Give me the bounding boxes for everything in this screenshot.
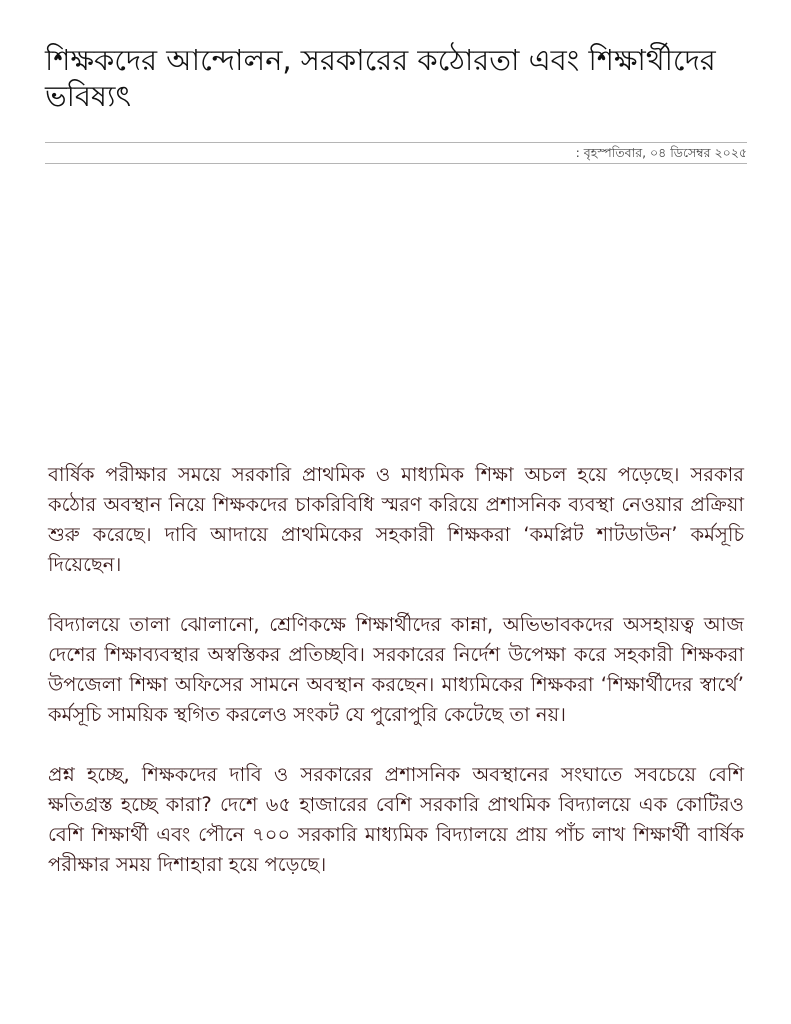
header-divider-top <box>45 142 747 143</box>
article-paragraph: বিদ্যালয়ে তালা ঝোলানো, শ্রেণিকক্ষে শিক্ষার্থীদের কান্না, অভিভাবকদের অসহায়ত্ব আজ দেশের শিক্ষাব্যবস্থার অস্বস্তিকর প্রতিচ্ছবি। সরকারের নির্দেশ উপেক্ষা করে সহকারী শিক্ষকরা উপজেলা শিক্ষা অফিসের সামনে অবস্থান করছেন। মাধ্যমিকের শিক্ষকরা ‘শিক্ষার্থীদের স্বার্থে’ কর্মসূচি সাময়িক স্থগিত করলেও সংকট যে পুরোপুরি কেটেছে তা নয়। <box>48 613 744 726</box>
article-paragraph: বার্ষিক পরীক্ষার সময়ে সরকারি প্রাথমিক ও মাধ্যমিক শিক্ষা অচল হয়ে পড়েছে। সরকার কঠোর অবস্থান নিয়ে শিক্ষকদের চাকরিবিধি স্মরণ করিয়ে প্রশাসনিক ব্যবস্থা নেওয়ার প্রক্রিয়া শুরু করেছে। দাবি আদায়ে প্রাথমিকের সহকারী শিক্ষকরা ‘কমপ্লিট শাটডাউন’ কর্মসূচি দিয়েছেন। <box>48 463 744 576</box>
header-divider-bottom <box>45 163 747 164</box>
article-body <box>48 460 744 910</box>
publish-date: : বৃহস্পতিবার, ০৪ ডিসেম্বর ২০২৫ <box>575 145 747 160</box>
article-paragraph: প্রশ্ন হচ্ছে, শিক্ষকদের দাবি ও সরকারের প্রশাসনিক অবস্থানের সংঘাতে সবচেয়ে বেশি ক্ষতিগ্রস্ত হচ্ছে কারা? দেশে ৬৫ হাজারের বেশি সরকারি প্রাথমিক বিদ্যালয়ে এক কোটিরও বেশি শিক্ষার্থী এবং পৌনে ৭০০ সরকারি মাধ্যমিক বিদ্যালয়ে প্রায় পাঁচ লাখ শিক্ষার্থী বার্ষিক পরীক্ষার সময় দিশাহারা হয়ে পড়েছে। <box>48 763 744 876</box>
article-headline: শিক্ষকদের আন্দোলন, সরকারের কঠোরতা এবং শিক্ষার্থীদের ভবিষ্যৎ <box>45 43 716 113</box>
